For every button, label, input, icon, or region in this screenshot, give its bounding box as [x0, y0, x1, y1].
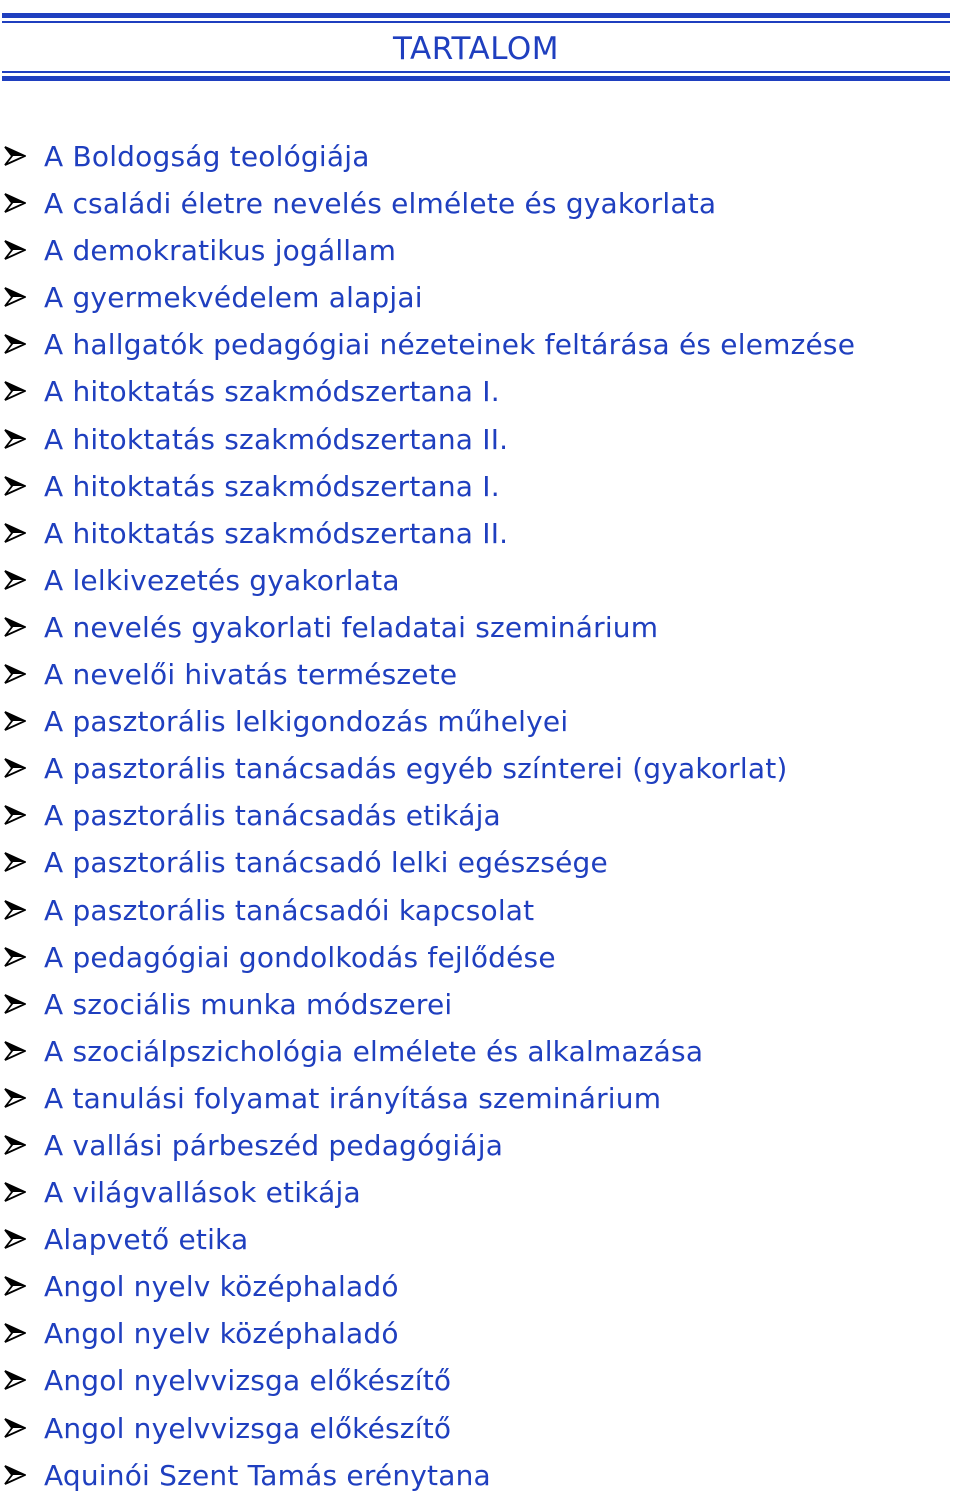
list-item [0, 321, 960, 368]
list-item-label: Alapvető etika [44, 1223, 249, 1257]
arrow-bullet-icon [4, 1464, 26, 1486]
list-item [0, 1405, 960, 1452]
list-item [0, 1028, 960, 1075]
list-item [0, 887, 960, 934]
page-title: TARTALOM [392, 31, 560, 67]
list-item-label: A Boldogság teológiája [44, 140, 370, 173]
list-item-label: A hitoktatás szakmódszertana II. [44, 516, 509, 550]
arrow-bullet-icon [4, 1040, 26, 1062]
arrow-bullet-icon [4, 616, 26, 638]
list-item-label: A pedagógiai gondolkodás fejlődése [44, 940, 556, 974]
header-rule-top-thin [2, 21, 950, 23]
list-item-label: Angol nyelv középhaladó [44, 1317, 399, 1351]
list-item [0, 981, 960, 1028]
arrow-bullet-icon [4, 710, 26, 732]
arrow-bullet-icon [4, 851, 26, 873]
list-item [0, 1216, 960, 1263]
list-item-label: A hitoktatás szakmódszertana I. [44, 375, 500, 409]
list-item [0, 274, 960, 321]
arrow-bullet-icon [4, 1087, 26, 1109]
list-item-label: A hitoktatás szakmódszertana II. [44, 422, 509, 456]
arrow-bullet-icon [4, 804, 26, 826]
list-item-label: A pasztorális tanácsadás etikája [44, 799, 501, 833]
list-item [0, 604, 960, 651]
list-item-label: A nevelés gyakorlati feladatai szeminárium [44, 610, 659, 644]
list-item-label: A szociálpszichológia elmélete és alkalmazása [44, 1034, 704, 1068]
list-item-label: A pasztorális lelkigondozás műhelyei [44, 705, 569, 739]
list-item [0, 1075, 960, 1122]
list-item-label: A pasztorális tanácsadás egyéb színterei (gyakorlat) [44, 752, 788, 786]
list-item [0, 1263, 960, 1310]
list-item [0, 510, 960, 557]
arrow-bullet-icon [4, 993, 26, 1015]
list-item [0, 1169, 960, 1216]
arrow-bullet-icon [4, 946, 26, 968]
list-item-label: A gyermekvédelem alapjai [44, 281, 423, 315]
list-item [0, 227, 960, 274]
arrow-bullet-icon [4, 1417, 26, 1439]
arrow-bullet-icon [4, 239, 26, 261]
arrow-bullet-icon [4, 1275, 26, 1297]
list-item-label: A pasztorális tanácsadói kapcsolat [44, 893, 535, 927]
list-item [0, 792, 960, 839]
header-rule-bottom-thick [2, 76, 950, 81]
list-item [0, 1310, 960, 1357]
arrow-bullet-icon [4, 333, 26, 355]
list-item-label: A családi életre nevelés elmélete és gyakorlata [44, 187, 717, 221]
arrow-bullet-icon [4, 1228, 26, 1250]
list-item [0, 557, 960, 604]
list-item-label: Angol nyelvvizsga előkészítő [44, 1364, 452, 1398]
list-item-label: A hitoktatás szakmódszertana I. [44, 469, 500, 503]
list-item [0, 1452, 960, 1499]
arrow-bullet-icon [4, 192, 26, 214]
arrow-bullet-icon [4, 1322, 26, 1344]
header-rule-top-thick [2, 13, 950, 18]
list-item [0, 934, 960, 981]
arrow-bullet-icon [4, 145, 26, 167]
list-item [0, 368, 960, 415]
list-item [0, 1357, 960, 1404]
list-item-label: A nevelői hivatás természete [44, 658, 458, 692]
list-item-label: Aquinói Szent Tamás erénytana [44, 1458, 491, 1492]
list-item-label: A pasztorális tanácsadó lelki egészsége [44, 846, 608, 880]
toc-list [0, 133, 960, 1499]
list-item-label: A vallási párbeszéd pedagógiája [44, 1128, 504, 1162]
arrow-bullet-icon [4, 569, 26, 591]
arrow-bullet-icon [4, 899, 26, 921]
list-item-label: A tanulási folyamat irányítása szeminárium [44, 1081, 662, 1115]
arrow-bullet-icon [4, 1134, 26, 1156]
list-item-label: A szociális munka módszerei [44, 987, 453, 1021]
list-item [0, 839, 960, 886]
arrow-bullet-icon [4, 1369, 26, 1391]
list-item [0, 651, 960, 698]
arrow-bullet-icon [4, 475, 26, 497]
list-item-label: A lelkivezetés gyakorlata [44, 563, 400, 597]
list-item [0, 416, 960, 463]
list-item-label: A hallgatók pedagógiai nézeteinek feltárása és elemzése [44, 328, 856, 362]
header-rule-bottom-thin [2, 71, 950, 73]
list-item [0, 133, 960, 180]
list-item-label: A demokratikus jogállam [44, 234, 397, 268]
arrow-bullet-icon [4, 380, 26, 402]
arrow-bullet-icon [4, 428, 26, 450]
arrow-bullet-icon [4, 522, 26, 544]
arrow-bullet-icon [4, 663, 26, 685]
list-item-label: A világvallások etikája [44, 1176, 361, 1210]
list-item-label: Angol nyelvvizsga előkészítő [44, 1411, 452, 1445]
list-item [0, 463, 960, 510]
list-item [0, 745, 960, 792]
list-item [0, 698, 960, 745]
list-item-label: Angol nyelv középhaladó [44, 1270, 399, 1304]
arrow-bullet-icon [4, 757, 26, 779]
list-item [0, 1122, 960, 1169]
arrow-bullet-icon [4, 1181, 26, 1203]
arrow-bullet-icon [4, 286, 26, 308]
list-item [0, 180, 960, 227]
